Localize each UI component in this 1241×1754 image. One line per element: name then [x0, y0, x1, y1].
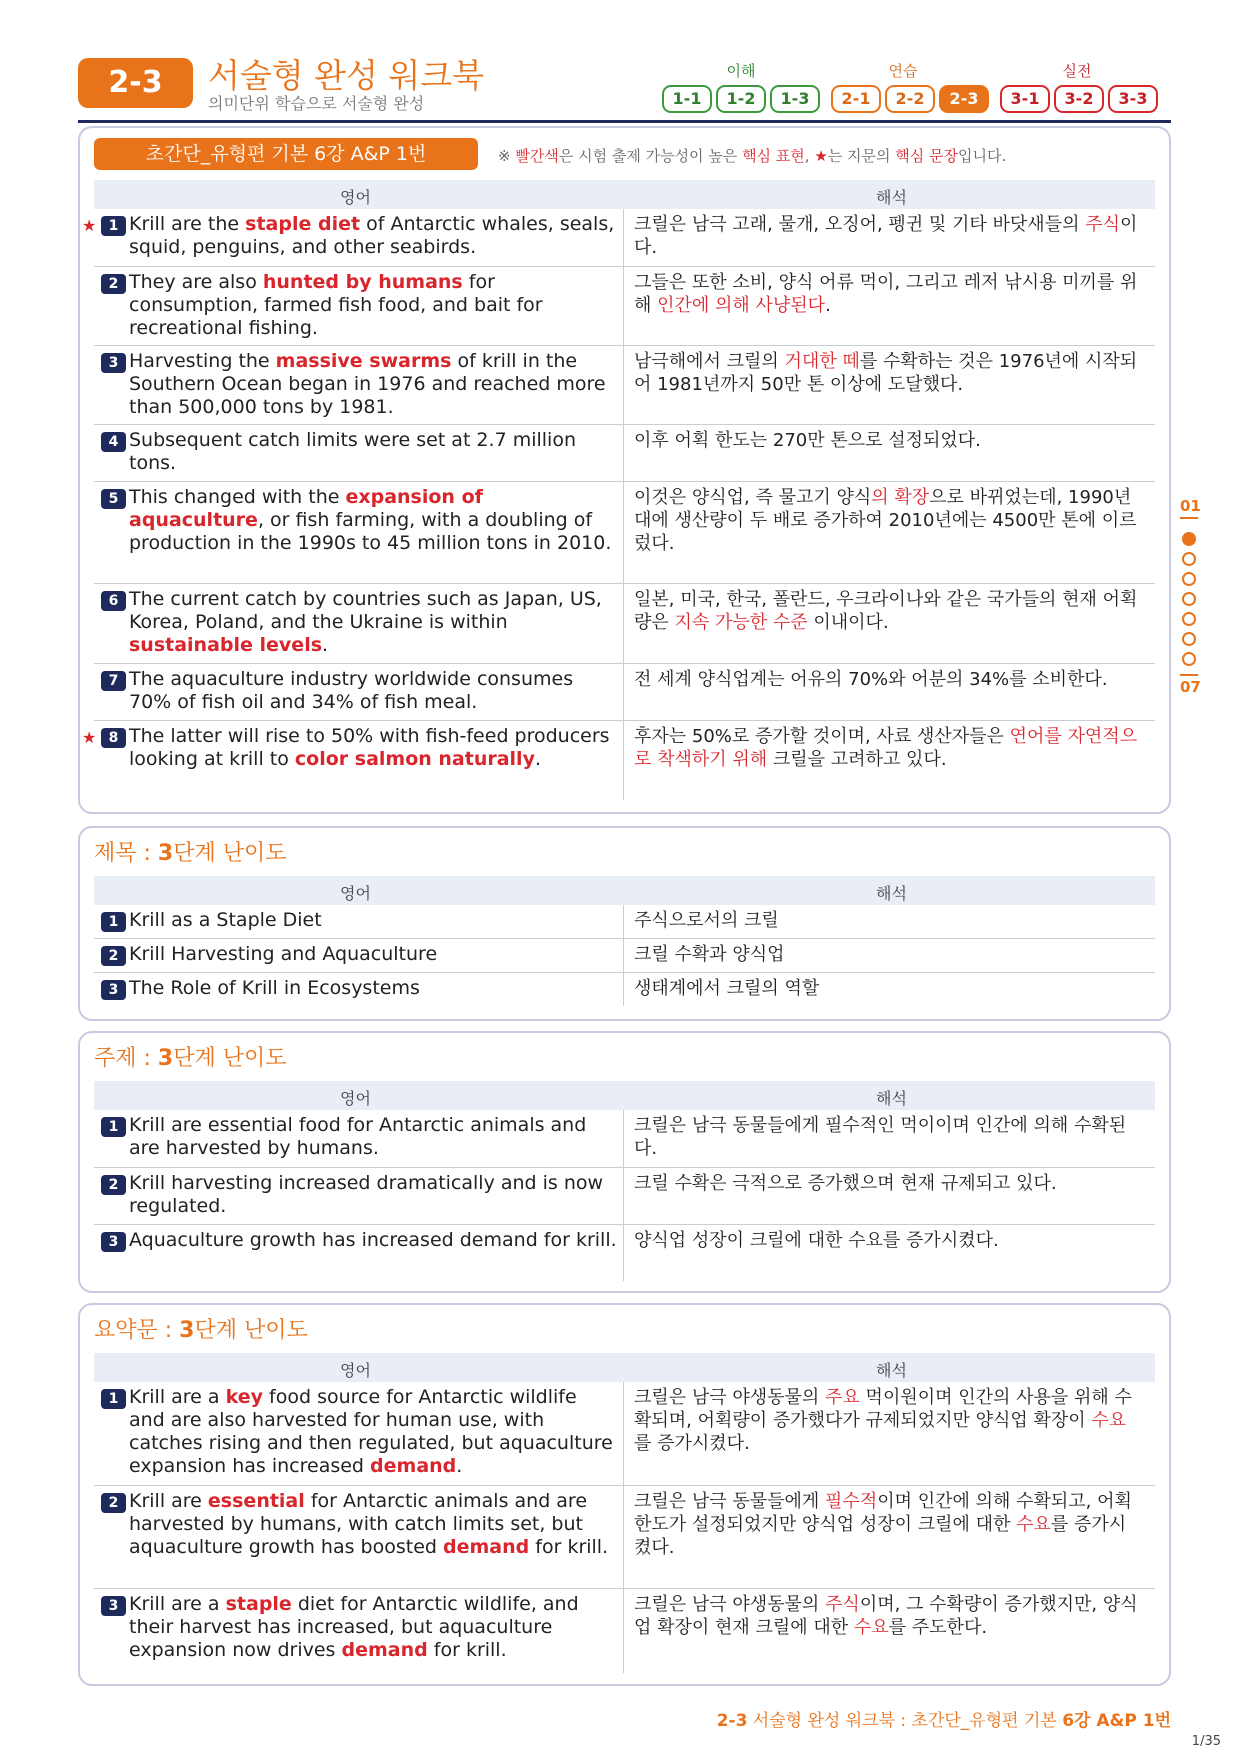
note-star-icon: ★	[814, 147, 828, 165]
korean-title: 생태계에서 크릴의 역할	[634, 978, 820, 999]
step-1-3[interactable]: 1-3	[770, 85, 820, 113]
passage-row	[82, 209, 1155, 266]
korean-theme: 크릴은 남극 동물들에게 필수적인 먹이이며 인간에 의해 수확된다.	[634, 1115, 1127, 1159]
note-red: 빨간색	[515, 147, 559, 165]
summary-row	[94, 1588, 1155, 1673]
english-sentence: Subsequent catch limits were set at 2.7 million tons.	[129, 429, 576, 474]
nav-dot-4[interactable]	[1182, 592, 1196, 606]
col-english: 영어	[340, 1361, 371, 1380]
english-summary: Krill are essential for Antarctic animals and are harvested by humans, with catch limits set, but aquaculture growth has boosted demand for krill.	[129, 1490, 609, 1558]
row-number: 7	[101, 671, 126, 691]
title-row	[94, 938, 1155, 972]
theme-panel	[78, 1031, 1171, 1293]
note-text-3: 는 지문의	[827, 147, 896, 165]
korean-theme: 양식업 성장이 크릴에 대한 수요를 증가시켰다.	[634, 1230, 999, 1251]
key-expression: 수요	[1016, 1514, 1051, 1535]
english-title: The Role of Krill in Ecosystems	[129, 977, 420, 999]
stage-label-real: 실전	[1062, 62, 1092, 80]
col-translation: 해석	[876, 884, 907, 903]
english-sentence: Harvesting the massive swarms of krill in the Southern Ocean began in 1976 and reached more than 500,000 tons by 1981.	[129, 350, 606, 418]
lesson-tag: 초간단_유형편 기본 6강 A&P 1번	[94, 138, 478, 170]
theme-row	[94, 1110, 1155, 1167]
step-3-1[interactable]: 3-1	[1000, 85, 1050, 113]
legend-note	[498, 145, 1006, 166]
row-number: 3	[101, 353, 126, 373]
key-expression: 의 확장	[871, 487, 930, 508]
key-expression: color salmon naturally	[294, 748, 535, 770]
key-expression: demand	[341, 1639, 428, 1661]
note-text-1: 은 시험 출제 가능성이 높은	[558, 147, 743, 165]
key-expression: staple diet	[245, 213, 361, 235]
row-number: 3	[101, 1232, 126, 1252]
korean-summary: 크릴은 남극 야생동물의 주요 먹이원이며 인간의 사용을 위해 수확되며, 어획량이 증가했다가 규제되었지만 양식업 확장이 수요를 증가시켰다.	[634, 1387, 1132, 1454]
nav-start-label: 01	[1180, 497, 1201, 515]
step-2-1[interactable]: 2-1	[831, 85, 881, 113]
page-subtitle: 의미단위 학습으로 서술형 완성	[208, 94, 425, 113]
step-2-2[interactable]: 2-2	[885, 85, 935, 113]
korean-translation: 크릴은 남극 고래, 물개, 오징어, 펭귄 및 기타 바닷새들의 주식이다.	[634, 214, 1138, 258]
nav-dot-3[interactable]	[1182, 572, 1196, 586]
theme-section-heading: 주제 : 3단계 난이도	[94, 1046, 287, 1071]
note-text-2: ,	[804, 147, 815, 165]
key-expression: 지속 가능한 수준	[674, 612, 808, 633]
col-english: 영어	[340, 884, 371, 903]
stage-label-understand: 이해	[726, 62, 756, 80]
summary-row	[94, 1485, 1155, 1588]
key-expression: 주식	[825, 1594, 860, 1615]
korean-title: 주식으로서의 크릴	[634, 910, 779, 931]
row-number: 8	[101, 728, 126, 748]
nav-dot-2[interactable]	[1182, 552, 1196, 566]
key-expression: 필수적	[825, 1491, 878, 1512]
passage-row	[82, 720, 1155, 800]
summary-section-heading: 요약문 : 3단계 난이도	[94, 1318, 308, 1343]
korean-translation: 전 세계 양식업계는 어유의 70%와 어분의 34%를 소비한다.	[634, 669, 1108, 690]
english-sentence: The latter will rise to 50% with fish-feed producers looking at krill to color salmon naturally.	[129, 725, 610, 770]
summary-row	[94, 1382, 1155, 1485]
korean-translation: 일본, 미국, 한국, 폴란드, 우크라이나와 같은 국가들의 현재 어획량은 지속 가능한 수준 이내이다.	[634, 589, 1138, 633]
english-sentence: They are also hunted by humans for consumption, farmed fish food, and bait for recreational fishing.	[129, 271, 543, 339]
english-summary: Krill are a staple diet for Antarctic wildlife, and their harvest has increased, but aquaculture expansion now drives demand for krill.	[129, 1593, 579, 1661]
korean-summary: 크릴은 남극 동물들에게 필수적이며 인간에 의해 수확되고, 어획 한도가 설정되었지만 양식업 성장이 크릴에 대한 수요를 증가시켰다.	[634, 1491, 1132, 1558]
passage-row	[94, 266, 1155, 345]
key-expression: expansion of aquaculture	[129, 486, 483, 531]
row-number: 2	[101, 274, 126, 294]
title-section-heading: 제목 : 3단계 난이도	[94, 841, 287, 866]
english-sentence: Krill are the staple diet of Antarctic whales, seals, squid, penguins, and other seabirds.	[129, 213, 615, 258]
key-expression: sustainable levels	[129, 634, 323, 656]
english-title: Krill as a Staple Diet	[129, 909, 322, 931]
korean-translation: 이후 어획 한도는 270만 톤으로 설정되었다.	[634, 430, 981, 451]
key-expression: 주요	[825, 1387, 860, 1408]
key-expression: 인간에 의해 사냥된다	[657, 295, 826, 316]
korean-translation: 이것은 양식업, 즉 물고기 양식의 확장으로 바뀌었는데, 1990년대에 생산량이 두 배로 증가하여 2010년에는 4500만 톤에 이르렀다.	[634, 487, 1137, 554]
passage-row	[94, 424, 1155, 481]
header-divider	[78, 120, 1171, 123]
note-prefix: ※	[498, 147, 516, 165]
stage-label-practice: 연습	[888, 62, 918, 80]
row-number: 1	[101, 216, 126, 236]
step-1-1[interactable]: 1-1	[662, 85, 712, 113]
row-number: 2	[101, 946, 126, 966]
note-key-sentence: 핵심 문장	[895, 147, 959, 165]
korean-translation: 남극해에서 크릴의 거대한 떼를 수확하는 것은 1976년에 시작되어 1981년까지 50만 톤 이상에 도달했다.	[634, 351, 1138, 395]
step-1-2[interactable]: 1-2	[716, 85, 766, 113]
english-sentence: The current catch by countries such as Japan, US, Korea, Poland, and the Ukraine is within sustainable levels.	[129, 588, 602, 656]
row-number: 1	[101, 1117, 126, 1137]
title-row	[94, 972, 1155, 1006]
step-3-3[interactable]: 3-3	[1108, 85, 1158, 113]
lesson-badge: 2-3	[78, 58, 193, 108]
english-theme: Krill harvesting increased dramatically and is now regulated.	[129, 1172, 604, 1217]
nav-dot-1[interactable]	[1182, 532, 1196, 546]
korean-translation: 그들은 또한 소비, 양식 어류 먹이, 그리고 레저 낚시용 미끼를 위해 인간에 의해 사냥된다.	[634, 272, 1138, 316]
nav-dot-5[interactable]	[1182, 612, 1196, 626]
title-table-header	[94, 876, 1155, 905]
passage-row	[94, 663, 1155, 720]
col-english: 영어	[340, 1089, 371, 1108]
english-title: Krill Harvesting and Aquaculture	[129, 943, 438, 965]
nav-end-label: 07	[1180, 678, 1201, 696]
korean-theme: 크릴 수확은 극적으로 증가했으며 현재 규제되고 있다.	[634, 1173, 1057, 1194]
korean-title: 크릴 수확과 양식업	[634, 944, 785, 965]
key-expression: hunted by humans	[262, 271, 463, 293]
key-expression: 수요	[853, 1617, 889, 1638]
key-expression: essential	[207, 1490, 305, 1512]
english-summary: Krill are a key food source for Antarctic wildlife and are also harvested for human use, with catches rising and then regulated, but aquaculture expansion has increased demand.	[129, 1386, 613, 1477]
footer-title: 2-3 서술형 완성 워크북 : 초간단_유형편 기본 6강 A&P 1번	[716, 1711, 1171, 1731]
col-translation: 해석	[876, 1089, 907, 1108]
nav-dot-6[interactable]	[1182, 632, 1196, 646]
note-key-expression: 핵심 표현	[742, 147, 805, 165]
key-expression: 연어를 자연적으로 착색하기 위해	[634, 726, 1138, 770]
note-text-4: 입니다.	[958, 147, 1007, 165]
passage-row	[94, 481, 1155, 583]
passage-row	[94, 345, 1155, 424]
row-number: 6	[101, 591, 126, 611]
row-number: 1	[101, 912, 126, 932]
english-theme: Krill are essential food for Antarctic animals and are harvested by humans.	[129, 1114, 587, 1159]
key-expression: key	[225, 1386, 264, 1408]
korean-translation: 후자는 50%로 증가할 것이며, 사료 생산자들은 연어를 자연적으로 착색하기 위해 크릴을 고려하고 있다.	[634, 726, 1138, 770]
row-number: 2	[101, 1493, 126, 1513]
col-translation: 해석	[876, 188, 907, 207]
english-sentence: The aquaculture industry worldwide consumes 70% of fish oil and 34% of fish meal.	[129, 668, 574, 713]
nav-divider	[1180, 674, 1198, 676]
title-panel	[78, 826, 1171, 1021]
key-expression: 거대한 떼	[784, 351, 860, 372]
passage-table-header	[94, 180, 1155, 209]
key-expression: staple	[225, 1593, 292, 1615]
row-number: 3	[101, 980, 126, 1000]
nav-dot-7[interactable]	[1182, 652, 1196, 666]
english-theme: Aquaculture growth has increased demand for krill.	[129, 1229, 617, 1251]
nav-divider	[1180, 517, 1198, 519]
key-expression: demand	[443, 1536, 530, 1558]
summary-table-header	[94, 1353, 1155, 1382]
korean-summary: 크릴은 남극 야생동물의 주식이며, 그 수확량이 증가했지만, 양식업 확장이 현재 크릴에 대한 수요를 주도한다.	[634, 1594, 1138, 1638]
theme-row	[94, 1167, 1155, 1224]
passage-row	[94, 583, 1155, 663]
theme-row	[94, 1224, 1155, 1281]
page-title: 서술형 완성 워크북	[208, 56, 485, 95]
step-2-3[interactable]: 2-3	[939, 85, 989, 113]
summary-panel	[78, 1303, 1171, 1686]
step-3-2[interactable]: 3-2	[1054, 85, 1104, 113]
title-row	[94, 905, 1155, 938]
key-expression: 주식	[1085, 214, 1120, 235]
theme-table-header	[94, 1081, 1155, 1110]
col-translation: 해석	[876, 1361, 907, 1380]
row-number: 1	[101, 1389, 126, 1409]
star-icon: ★	[82, 728, 97, 747]
key-expression: massive swarms	[275, 350, 452, 372]
english-sentence: This changed with the expansion of aquaculture, or fish farming, with a doubling of production in the 1990s to 45 million tons in 2010.	[129, 486, 612, 554]
key-expression: 수요	[1091, 1410, 1127, 1431]
key-expression: demand	[370, 1455, 457, 1477]
row-number: 5	[101, 489, 126, 509]
row-number: 3	[101, 1596, 126, 1616]
row-number: 4	[101, 432, 126, 452]
star-icon: ★	[82, 216, 97, 235]
col-english: 영어	[340, 188, 371, 207]
page-number: 1/35	[1191, 1734, 1221, 1749]
passage-panel	[78, 126, 1171, 814]
row-number: 2	[101, 1175, 126, 1195]
